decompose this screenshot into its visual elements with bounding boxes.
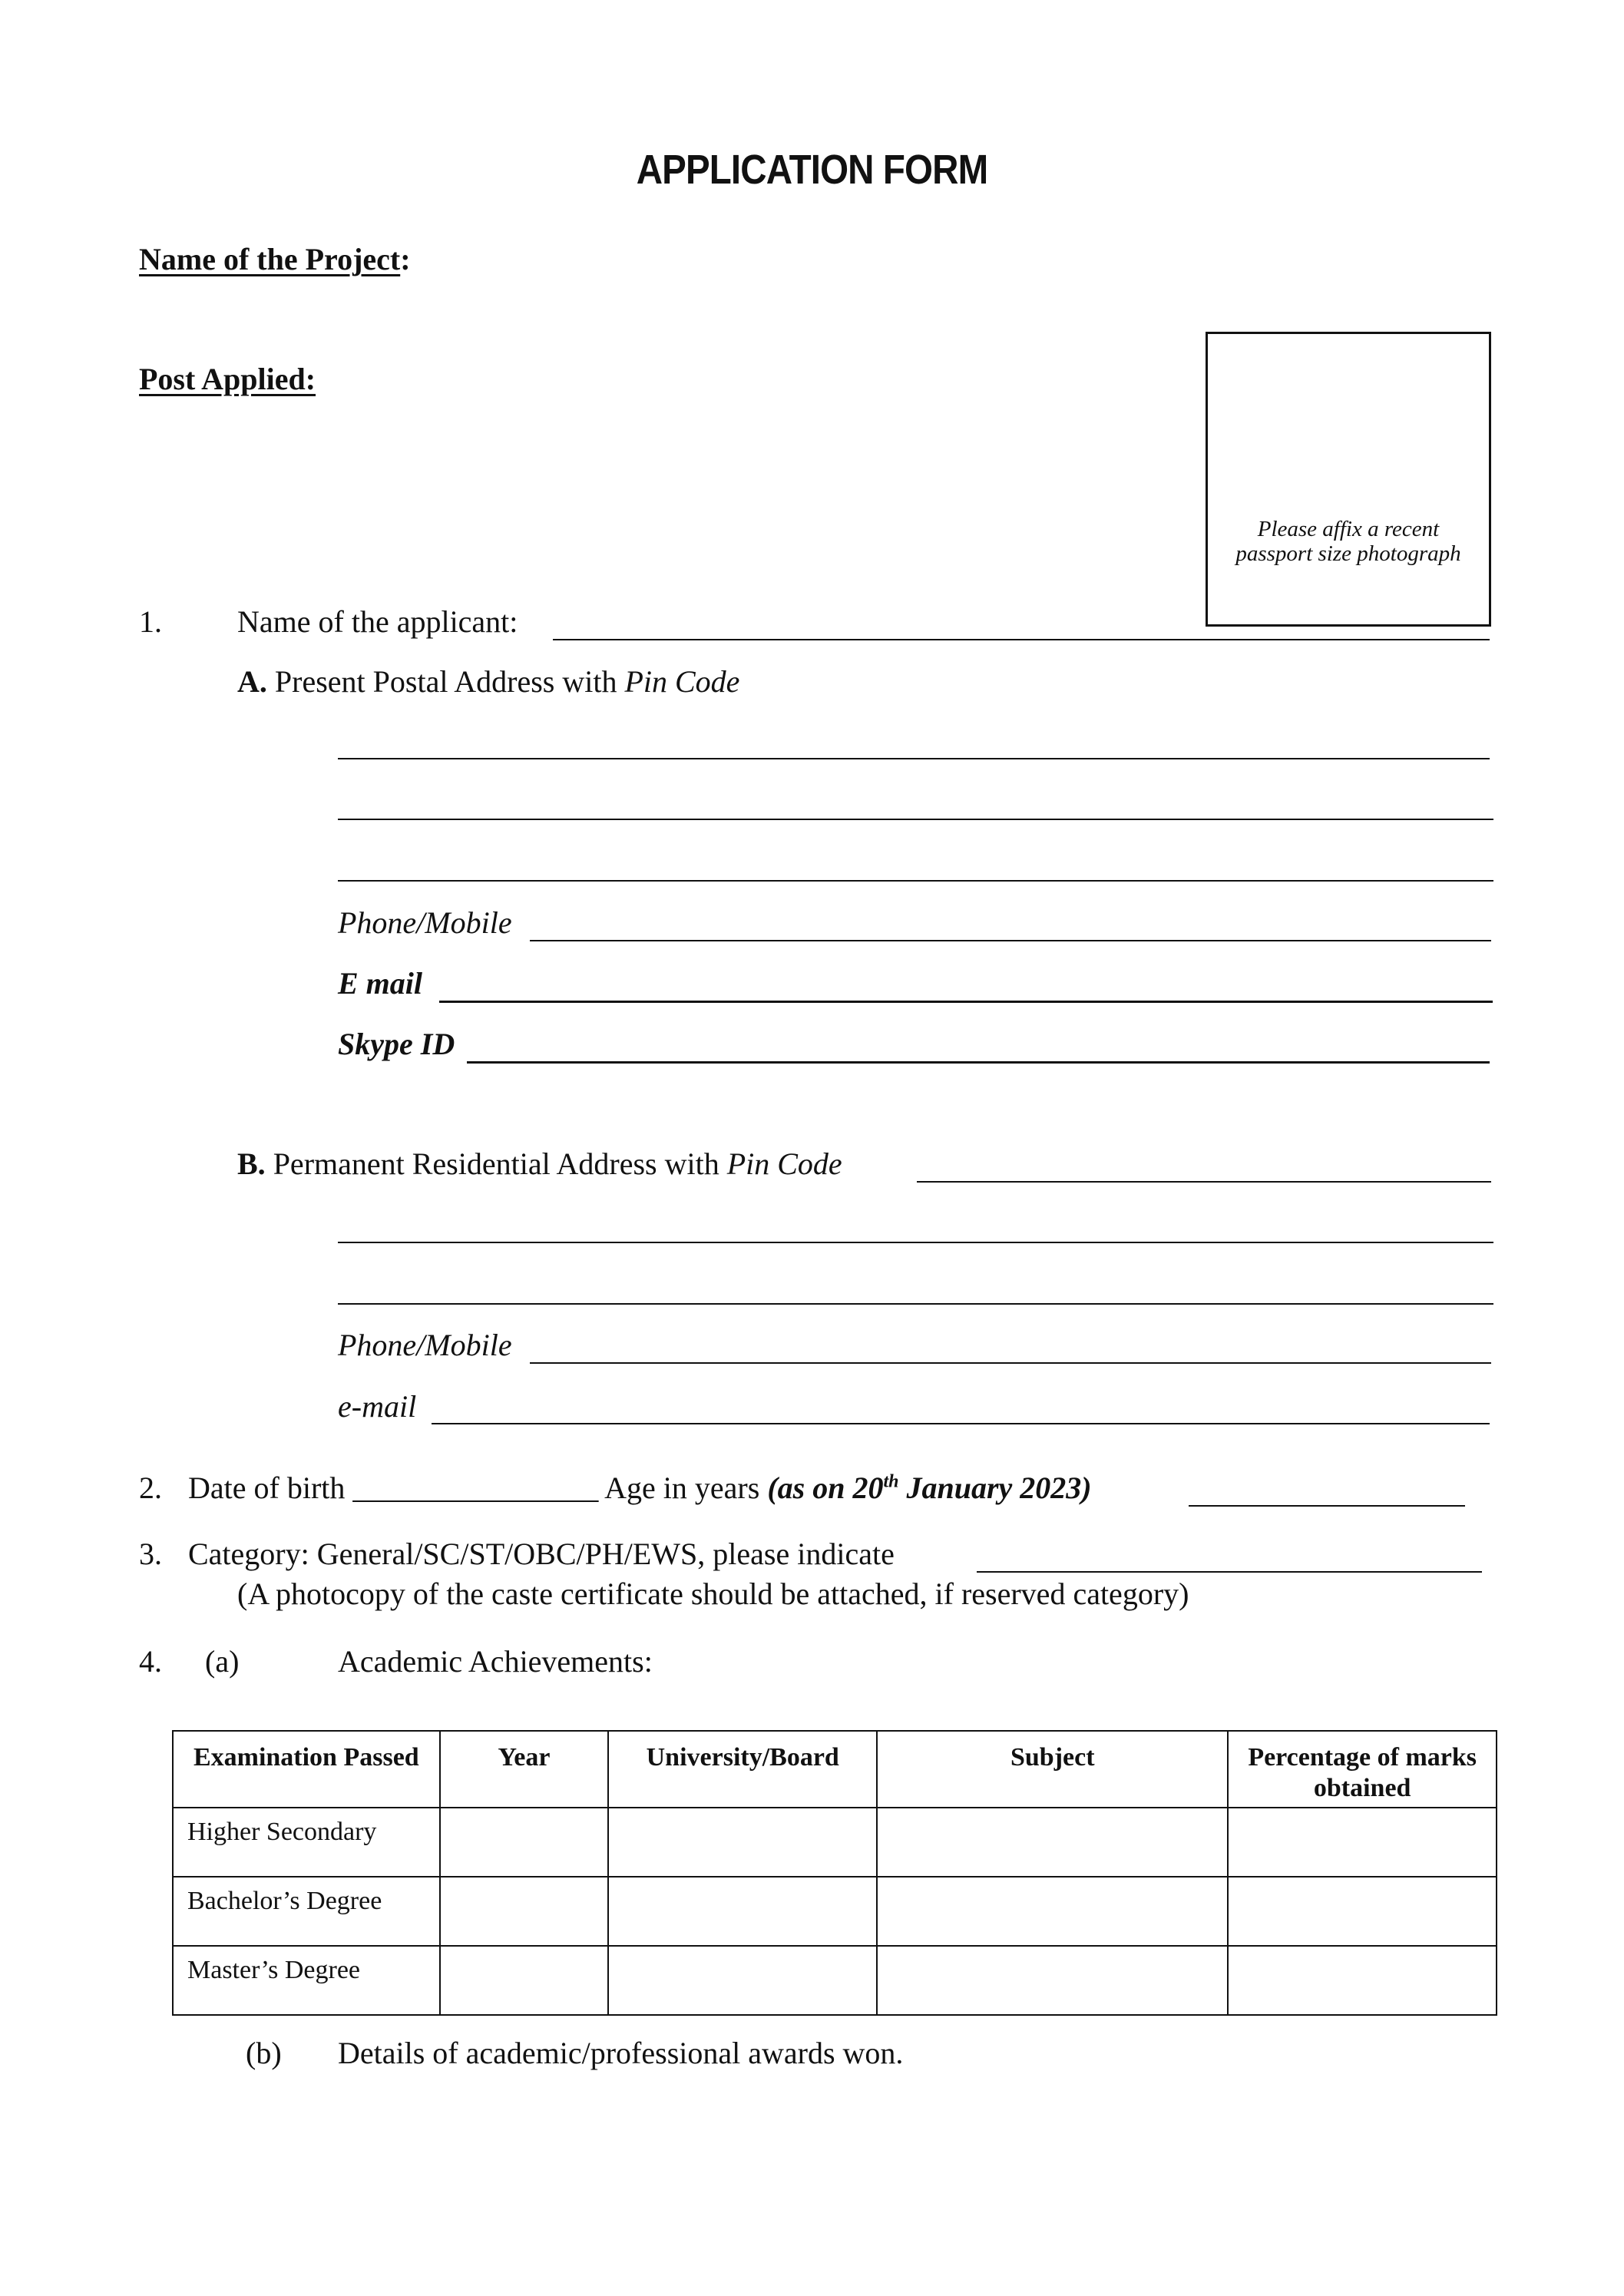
table-cell[interactable]: [440, 1877, 609, 1946]
photo-box[interactable]: [1206, 332, 1491, 627]
table-row: [173, 1808, 1497, 1877]
age-field[interactable]: [1189, 1505, 1465, 1507]
table-cell[interactable]: [1228, 1946, 1497, 2015]
age-note-suffix: th: [883, 1471, 899, 1492]
permanent-pin-field[interactable]: [917, 1181, 1491, 1183]
present-address-label: Present Postal Address with: [274, 664, 617, 699]
age-note-date: January 2023): [906, 1471, 1092, 1505]
awards-label: Details of academic/professional awards won.: [338, 2036, 904, 2070]
category-note: (A photocopy of the caste certificate should be attached, if reserved category): [237, 1576, 1189, 1611]
table-cell[interactable]: [608, 1946, 877, 2015]
permanent-email-label-text: e-mail: [338, 1389, 417, 1424]
permanent-phone-field[interactable]: [530, 1362, 1491, 1364]
skype-label-text: Skype ID: [338, 1027, 455, 1061]
item-4b-marker: (b): [246, 2036, 282, 2070]
present-email-label-text: E mail: [338, 966, 423, 1001]
header-university: University/Board: [608, 1731, 877, 1808]
table-cell[interactable]: [608, 1808, 877, 1877]
header-year: Year: [440, 1731, 609, 1808]
table-cell[interactable]: [1228, 1808, 1497, 1877]
permanent-email-field[interactable]: [432, 1423, 1490, 1424]
present-phone-label: [338, 905, 512, 941]
permanent-email-label: [338, 1388, 416, 1424]
header-examination: Examination Passed: [173, 1731, 440, 1808]
table-cell[interactable]: [440, 1808, 609, 1877]
skype-field[interactable]: [467, 1061, 1490, 1064]
permanent-address-heading: [237, 1146, 842, 1182]
permanent-pin-code-label: Pin Code: [726, 1146, 842, 1181]
permanent-address-letter: B.: [237, 1146, 266, 1181]
academic-table-header: [173, 1731, 1497, 1808]
form-title: APPLICATION FORM: [636, 147, 988, 193]
item-1-number: 1.: [139, 604, 162, 639]
applicant-name-label: Name of the applicant:: [237, 604, 518, 639]
present-address-heading: [237, 663, 739, 700]
item-3-number: 3.: [139, 1537, 162, 1571]
category-label: Category: General/SC/ST/OBC/PH/EWS, please indicate: [188, 1537, 895, 1571]
row-higher-secondary: Higher Secondary: [173, 1808, 440, 1877]
present-address-line-1[interactable]: [338, 758, 1490, 759]
table-cell[interactable]: [877, 1946, 1228, 2015]
present-email-label: [338, 965, 422, 1001]
present-email-field[interactable]: [439, 1001, 1493, 1003]
item-4a-marker: (a): [205, 1644, 240, 1679]
row-masters-degree: Master’s Degree: [173, 1946, 440, 2015]
table-row: [173, 1877, 1497, 1946]
table-cell[interactable]: [877, 1877, 1228, 1946]
permanent-address-label: Permanent Residential Address with: [273, 1146, 719, 1181]
table-cell[interactable]: [1228, 1877, 1497, 1946]
project-name-label: Name of the Project:: [139, 242, 411, 276]
age-note-prefix: (as on 20: [767, 1471, 884, 1505]
project-name-label-text: Name of the Project: [139, 242, 401, 276]
skype-label: [338, 1026, 455, 1062]
academic-achievements-label: Academic Achievements:: [338, 1644, 653, 1679]
post-applied-label: [139, 361, 316, 397]
permanent-phone-label-text: Phone/Mobile: [338, 1328, 512, 1362]
present-phone-label-text: Phone/Mobile: [338, 905, 512, 940]
present-address-line-3[interactable]: [338, 880, 1493, 882]
row-bachelors-degree: Bachelor’s Degree: [173, 1877, 440, 1946]
permanent-address-line-2[interactable]: [338, 1303, 1493, 1305]
academic-table: [172, 1730, 1497, 2016]
table-cell[interactable]: [877, 1808, 1228, 1877]
dob-age-row: [188, 1470, 1092, 1506]
photo-instruction: Please affix a recent passport size photograph: [1235, 517, 1461, 566]
dob-label: Date of birth ________________ Age in years: [188, 1471, 760, 1505]
item-4-number: 4.: [139, 1644, 162, 1679]
item-2-number: 2.: [139, 1471, 162, 1505]
permanent-address-line-1[interactable]: [338, 1242, 1493, 1243]
post-applied-label-text: Post Applied:: [139, 362, 316, 396]
table-cell[interactable]: [440, 1946, 609, 2015]
present-address-line-2[interactable]: [338, 819, 1493, 820]
present-pin-code-label: Pin Code: [624, 664, 740, 699]
present-address-letter: A.: [237, 664, 267, 699]
applicant-name-field[interactable]: [553, 639, 1490, 640]
category-field[interactable]: [977, 1571, 1482, 1573]
header-subject: Subject: [877, 1731, 1228, 1808]
permanent-phone-label: [338, 1327, 512, 1363]
present-phone-field[interactable]: [530, 940, 1491, 941]
table-cell[interactable]: [608, 1877, 877, 1946]
table-row: [173, 1946, 1497, 2015]
header-percentage: Percentage of marks obtained: [1228, 1731, 1497, 1808]
